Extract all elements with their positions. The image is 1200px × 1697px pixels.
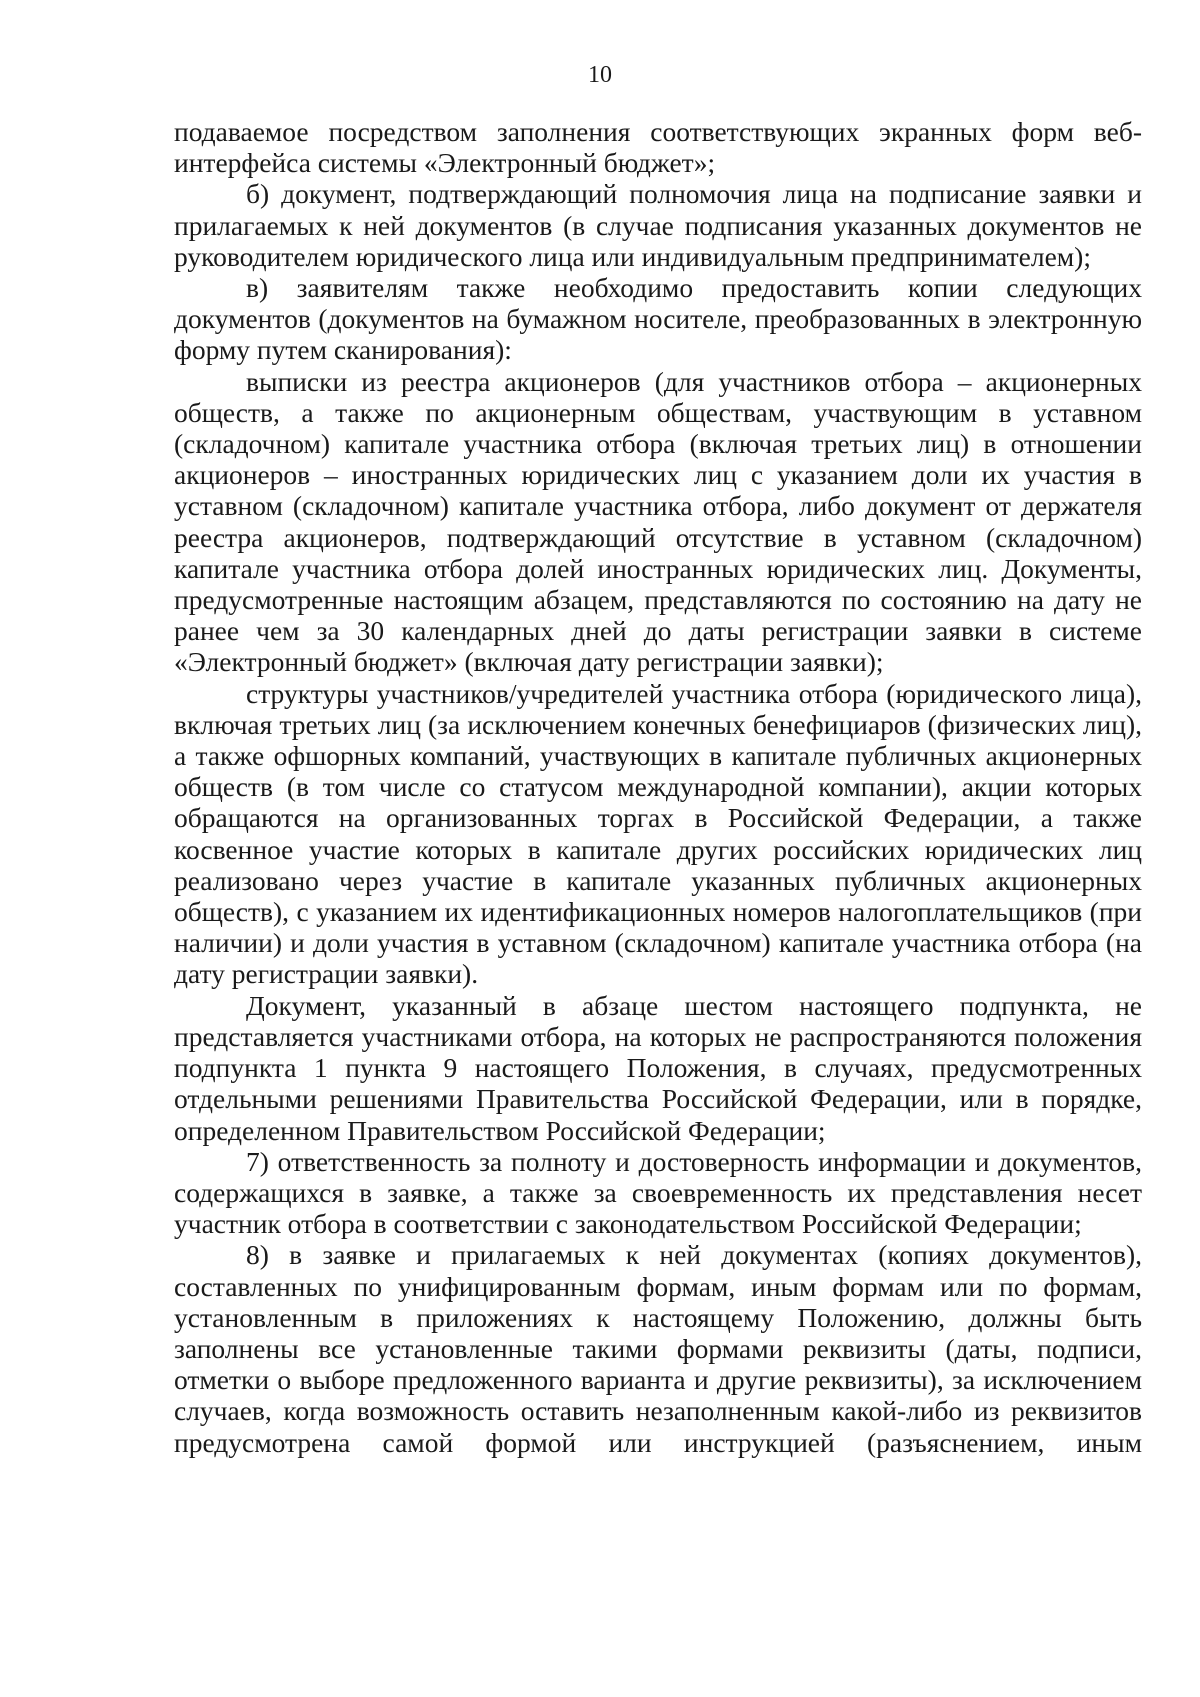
paragraph-item-8: 8) в заявке и прилагаемых к ней документах (копиях документов), составленных по унифицированным формам, иным формам или по формам, установленным в приложениях к настоящему Положению, должны быть заполнены все установленные такими формами реквизиты (даты, подписи, отметки о выборе предложенного варианта и другие реквизиты), за исключением случаев, когда возможность оставить незаполненным какой-либо из реквизитов предусмотрена самой формой или инструкцией (разъяснением, иным [174,1239,1142,1458]
document-body [174,116,1142,1458]
paragraph-item-v: в) заявителям также необходимо предоставить копии следующих документов (документов на бумажном носителе, преобразованных в электронную форму путем сканирования): [174,272,1142,366]
paragraph-document-exemption: Документ, указанный в абзаце шестом настоящего подпункта, не представляется участниками отбора, на которых не распространяются положения подпункта 1 пункта 9 настоящего Положения, в случаях, предусмотренных отдельными решениями Правительства Российской Федерации, или в порядке, определенном Правительством Российской Федерации; [174,989,1142,1146]
paragraph-item-7: 7) ответственность за полноту и достоверность информации и документов, содержащихся в заявке, а также за своевременность их представления несет участник отбора в соответствии с законодательством Российской Федерации; [174,1145,1142,1240]
paragraph-continuation: подаваемое посредством заполнения соответствующих экранных форм веб-интерфейса системы «Электронный бюджет»; [174,116,1142,179]
paragraph-ownership-structure: структуры участников/учредителей участника отбора (юридического лица), включая третьих лиц (за исключением конечных бенефициаров (физических лиц), а также офшорных компаний, участвующих в капитале публичных акционерных обществ (в том числе со статусом международной компании), акции которых обращаются на организованных торгах в Российской Федерации, а также косвенное участие которых в капитале других российских юридических лиц реализовано через участие в капитале указанных публичных акционерных обществ), с указанием их идентификационных номеров налогоплательщиков (при наличии) и доли участия в уставном (складочном) капитале участника отбора (на дату регистрации заявки). [174,677,1142,990]
paragraph-item-b: б) документ, подтверждающий полномочия лица на подписание заявки и прилагаемых к ней документов (в случае подписания указанных документов не руководителем юридического лица или индивидуальным предпринимателем); [174,178,1142,272]
page-number: 10 [588,62,612,88]
paragraph-shareholder-registry: выписки из реестра акционеров (для участников отбора – акционерных обществ, а также по акционерным обществам, участвующим в уставном (складочном) капитале участника отбора (включая третьих лиц) в отношении акционеров – иностранных юридических лиц с указанием доли их участия в уставном (складочном) капитале участника отбора, либо документ от держателя реестра акционеров, подтверждающий отсутствие в уставном (складочном) капитале участника отбора долей иностранных юридических лиц. Документы, предусмотренные настоящим абзацем, представляются по состоянию на дату не ранее чем за 30 календарных дней до даты регистрации заявки в системе «Электронный бюджет» (включая дату регистрации заявки); [174,365,1142,678]
